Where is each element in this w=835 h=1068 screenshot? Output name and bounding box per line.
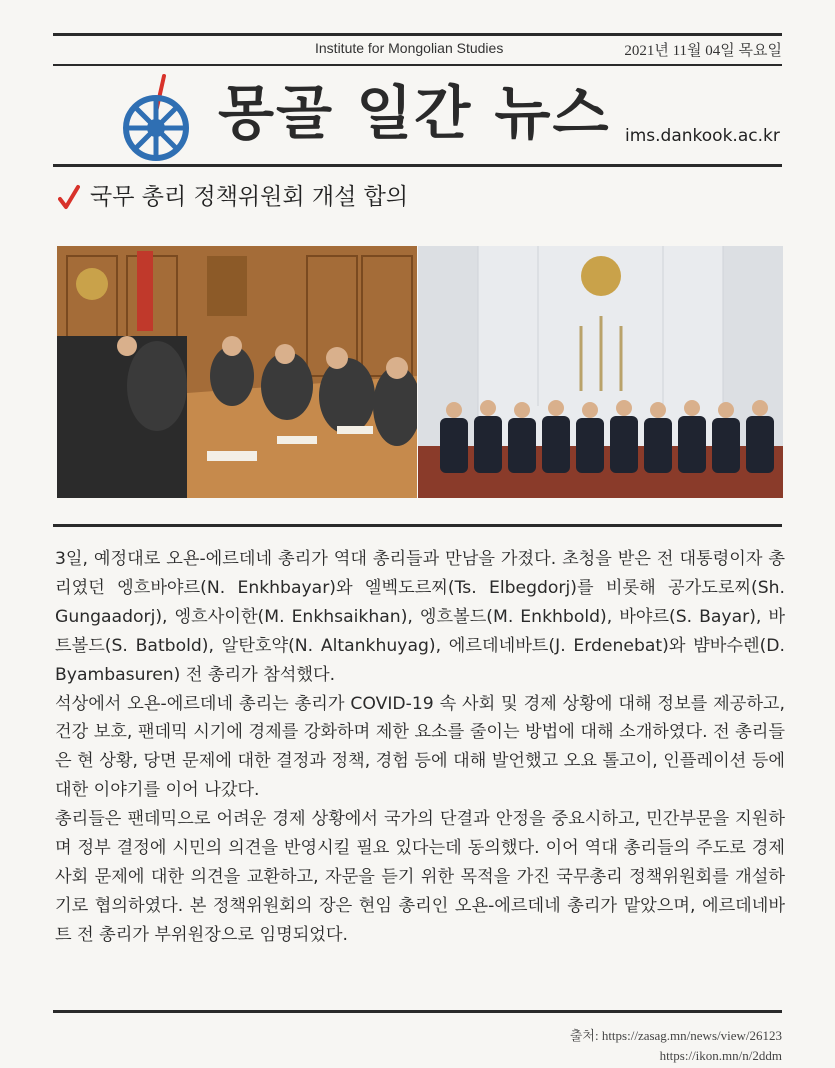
site-url[interactable]: ims.dankook.ac.kr	[625, 126, 780, 146]
institute-name: Institute for Mongolian Studies	[315, 40, 504, 56]
group-photo	[418, 246, 783, 498]
top-rule	[53, 33, 782, 36]
article-paragraph: 석상에서 오욘-에르데네 총리는 총리가 COVID-19 속 사회 및 경제 상황에 대해 정보를 제공하고, 건강 보호, 팬데믹 시기에 경제를 강화하며 제한 요소를 줄이는 방법에 대해 소개하였다. 전 총리들은 현 상황, 당면 문제에 대한 결정과 정책, 경험 등에 대해 발언했고 오요 톨고이, 인플레이션 등에 대한 이야기를 이어 나갔다.	[55, 693, 785, 801]
article-headline: 국무 총리 정책위원회 개설 합의	[90, 184, 409, 210]
article-top-rule	[53, 524, 782, 527]
header-bottom-rule	[53, 164, 782, 167]
meeting-table-photo	[57, 246, 417, 498]
issue-date: 2021년 11월 04일 목요일	[624, 43, 782, 59]
source-links	[570, 1026, 782, 1066]
source-link-ikon[interactable]: https://ikon.mn/n/2ddm	[659, 1048, 782, 1063]
red-check-icon	[58, 184, 80, 210]
masthead-topline	[53, 38, 782, 60]
source-link-zasag[interactable]: 출처: https://zasag.mn/news/view/26123	[569, 1028, 782, 1043]
footer-rule	[53, 1010, 782, 1013]
newspaper-title: 몽골 일간 뉴스	[218, 79, 611, 147]
article-body	[55, 545, 785, 950]
article-paragraph: 3일, 예정대로 오욘-에르데네 총리가 역대 총리들과 만남을 가졌다. 초청을 받은 전 대통령이자 총리였던 엥흐바야르(N. Enkhbayar)와 엘벡도르찌(Ts. Elbegdorj)를 비롯해 공가도로찌(Sh. Gungaadorj), 엥흐사이한(M. Enkhsaikhan), 엥흐볼드(M. Enkhbold), 바야르(S. Bayar), 바트볼드(S. Batbold), 알탄호약(N. Altankhuyag), 에르데네바트(J. Erdenebat)와 뱜바수렌(D. Byambasuren) 전 총리가 참석했다.	[55, 549, 785, 685]
wheel-logo-icon	[120, 72, 192, 162]
article-paragraph: 총리들은 팬데믹으로 어려운 경제 상황에서 국가의 단결과 안정을 중요시하고, 민간부문을 지원하며 정부 결정에 시민의 의견을 반영시킬 필요 있다는데 동의했다. 이어 역대 총리들의 주도로 경제 사회 문제에 대한 의견을 교환하고, 자문을 듣기 위한 목적을 가진 국무총리 정책위원회를 개설하기로 협의하였다. 본 정책위원회의 장은 현임 총리인 오욘-에르데네 총리가 맡았으며, 에르데네바트 전 총리가 부위원장으로 임명되었다.	[55, 809, 785, 945]
masthead-rule	[53, 64, 782, 66]
